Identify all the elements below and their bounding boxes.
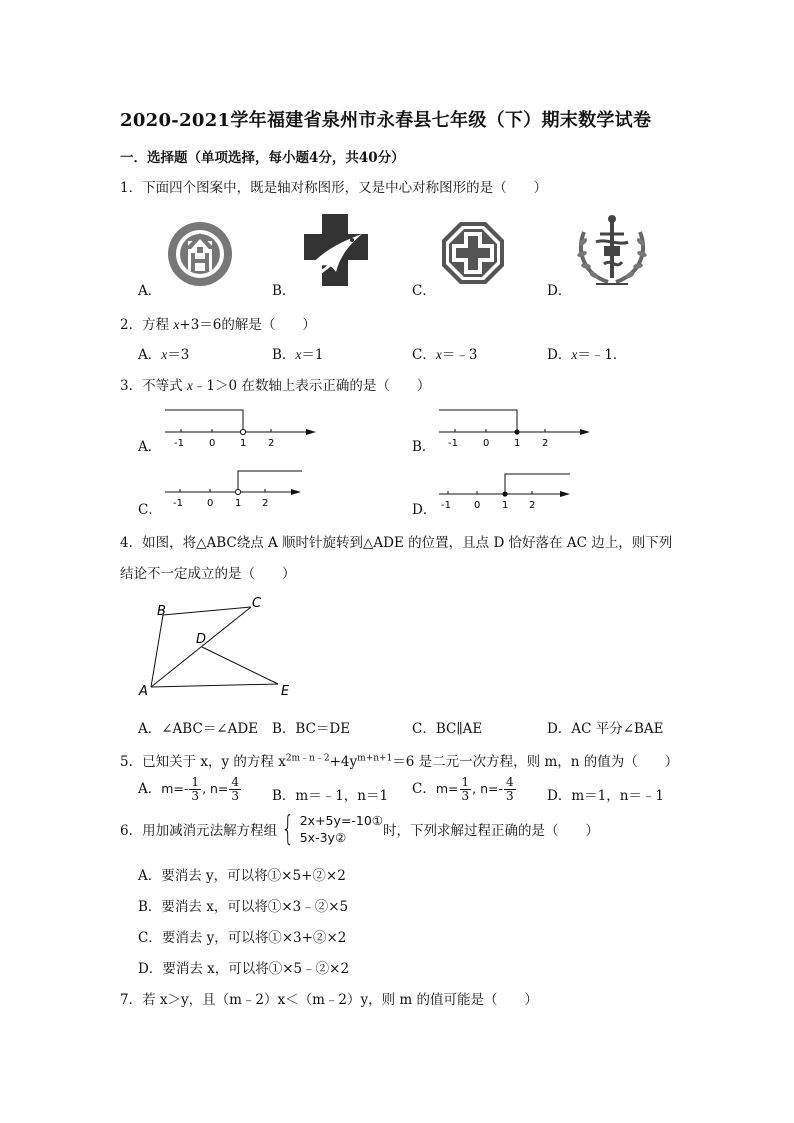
q6-option-b[interactable]: B．要消去 x，可以将①×3﹣②×5: [138, 899, 349, 915]
tick-label: 1: [502, 500, 509, 511]
tick-label: 1: [514, 438, 521, 449]
q3-option-c[interactable]: C．: [138, 502, 162, 518]
question-2-stem: 2．方程 x+3＝6的解是（ ）: [120, 317, 316, 333]
point-label-b: B: [157, 604, 166, 619]
tick-label: 2: [268, 438, 275, 449]
question-4-stem-line1: 4．如图，将△ABC绕点 A 顺时针旋转到△ADE 的位置，且点 D 恰好落在 AC 边上，则下列: [120, 535, 673, 551]
question-6-stem: 6．用加减消元法解方程组 { 2x+5y=-10① 5x-3y② 时，下列求解过程正确的是（ ）: [120, 809, 600, 849]
number-line-a: [160, 405, 320, 453]
point-label-a: A: [139, 684, 148, 699]
tick-label: 0: [474, 500, 481, 511]
q5-option-d[interactable]: D．m＝1，n＝﹣1: [547, 788, 664, 804]
q2-option-b[interactable]: B．x＝1: [272, 347, 324, 363]
q3-option-b[interactable]: B．: [412, 439, 436, 455]
question-5-stem: 5．已知关于 x，y 的方程 $x^{2m﹣n﹣2}+4y^{m+n+1}=6$ 是二元一次方程，则 m，n 的值为（ ）: [120, 753, 679, 770]
tick-label: -1: [173, 498, 183, 509]
point-label-d: D: [196, 632, 207, 647]
number-line-d: [434, 466, 594, 514]
tick-label: 2: [262, 498, 269, 509]
q2-option-c[interactable]: C．x＝﹣3: [412, 347, 478, 363]
tick-label: 2: [529, 500, 536, 511]
q5-option-b[interactable]: B．m＝﹣1，n＝1: [272, 788, 389, 804]
medical-cross-emblem-icon: [440, 220, 506, 286]
tick-label: 1: [240, 438, 247, 449]
question-1-stem: 1．下面四个图案中，既是轴对称图形，又是中心对称图形的是（ ）: [120, 180, 548, 196]
q6-option-d[interactable]: D．要消去 x，可以将①×5﹣②×2: [138, 961, 350, 977]
q1-option-c[interactable]: C．: [412, 283, 436, 299]
q6-option-a[interactable]: A．要消去 y，可以将①×5+②×2: [138, 868, 346, 884]
q1-option-b[interactable]: B．: [272, 283, 296, 299]
q4-option-a[interactable]: A．∠ABC＝∠ADE: [138, 721, 259, 737]
q4-option-b[interactable]: B．BC＝DE: [272, 721, 351, 737]
q4-option-c[interactable]: C．BC∥AE: [412, 721, 483, 737]
q2-option-a[interactable]: A．x＝3: [138, 347, 190, 363]
q5-option-c[interactable]: C．m= $\frac{1}{3}$ , n=- $\frac{4}{3}$: [412, 775, 514, 803]
tick-label: 1: [235, 498, 242, 509]
q3-option-a[interactable]: A．: [138, 439, 162, 455]
tick-label: 0: [483, 438, 490, 449]
question-4-stem-line2: 结论不一定成立的是（ ）: [120, 566, 296, 582]
q5-option-a[interactable]: A．m=- $\frac{1}{3}$ , n= $\frac{4}{3}$: [138, 775, 240, 803]
question-3-stem: 3．不等式 x﹣1＞0 在数轴上表示正确的是（ ）: [120, 378, 431, 394]
q2-option-d[interactable]: D．x＝﹣1．: [547, 347, 627, 363]
number-line-b: [434, 405, 594, 453]
emblem-a-icon: [165, 219, 235, 289]
page-title: 2020-2021学年福建省泉州市永春县七年级（下）期末数学试卷: [120, 110, 652, 131]
equation-system: { 2x+5y=-10① 5x-3y②: [281, 809, 384, 849]
tick-label: -1: [448, 438, 458, 449]
point-label-e: E: [281, 684, 290, 699]
tick-label: 0: [207, 498, 214, 509]
point-label-c: C: [252, 596, 262, 611]
section-heading: 一．选择题（单项选择，每小题4分，共40分）: [120, 150, 405, 166]
question-7-stem: 7．若 x＞y，且（m﹣2）x＜（m﹣2）y，则 m 的值可能是（ ）: [120, 992, 539, 1008]
q6-option-c[interactable]: C．要消去 y，可以将①×3+②×2: [138, 930, 347, 946]
q3-option-d[interactable]: D．: [412, 502, 437, 518]
q4-option-d[interactable]: D．AC 平分∠BAE: [547, 721, 664, 737]
tick-label: -1: [174, 438, 184, 449]
cross-swallow-emblem-icon: [300, 212, 372, 288]
q1-option-a[interactable]: A．: [138, 283, 162, 299]
caduceus-wreath-emblem-icon: [574, 212, 650, 288]
number-line-c: [160, 466, 320, 514]
tick-label: 0: [209, 438, 216, 449]
tick-label: -1: [441, 500, 451, 511]
triangle-rotation-figure: [135, 592, 305, 704]
tick-label: 2: [542, 438, 549, 449]
q1-option-d[interactable]: D．: [547, 283, 572, 299]
